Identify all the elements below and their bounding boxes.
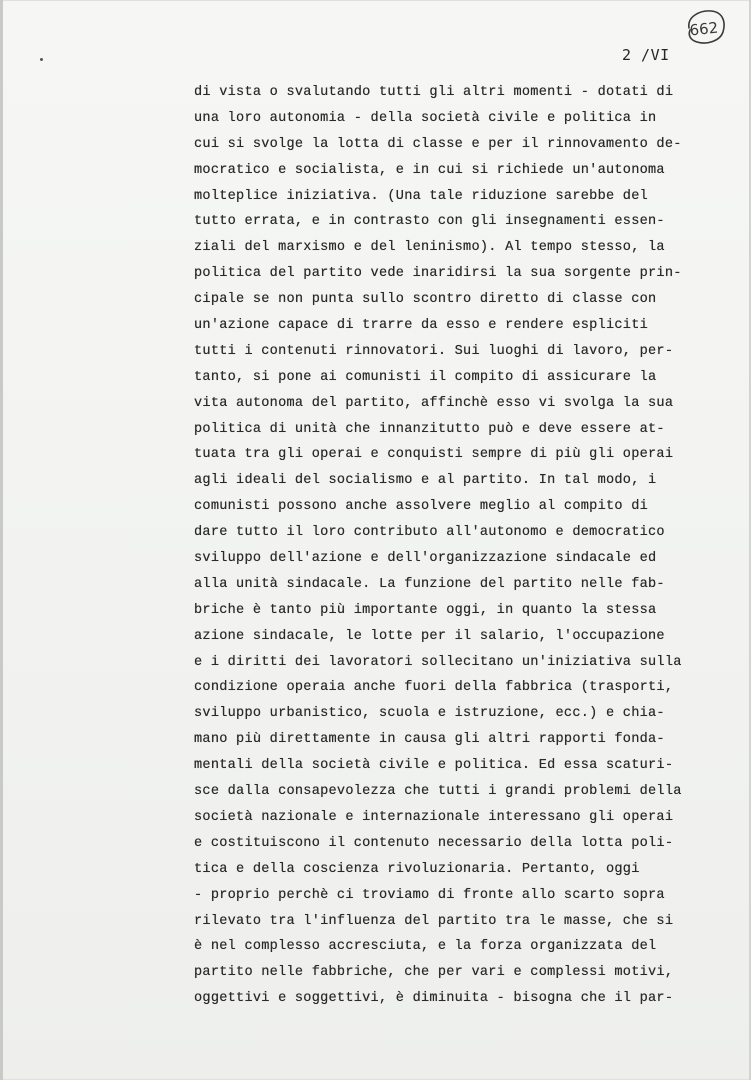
text-line: politica di unità che innanzitutto può e deve essere at-: [194, 421, 665, 437]
text-line: dare tutto il loro contributo all'autonomo e democratico: [194, 525, 665, 541]
text-line: comunisti possono anche assolvere meglio al compito di: [194, 499, 649, 515]
text-line: cipale se non punta sullo scontro diretto di classe con: [194, 292, 657, 308]
text-line: mano più direttamente in causa gli altri rapporti fonda-: [194, 732, 665, 748]
text-line: vita autonoma del partito, affinchè esso vi svolga la sua: [194, 395, 674, 411]
text-line: è nel complesso accresciuta, e la forza organizzata del: [194, 939, 657, 955]
text-line: azione sindacale, le lotte per il salario, l'occupazione: [194, 628, 665, 644]
archive-stamp-number: 662: [688, 18, 720, 40]
text-line: tica e della coscienza rivoluzionaria. Pertanto, oggi: [194, 861, 640, 877]
text-line: sviluppo dell'azione e dell'organizzazione sindacale ed: [194, 551, 657, 567]
scan-speck: [40, 58, 43, 61]
text-line: condizione operaia anche fuori della fabbrica (trasporti,: [194, 680, 674, 696]
text-line: - proprio perchè ci troviamo di fronte allo scarto sopra: [194, 887, 665, 903]
text-line: politica del partito vede inaridirsi la sua sorgente prin-: [194, 266, 682, 282]
text-line: mocratico e socialista, e in cui si richiede un'autonoma: [194, 162, 665, 178]
text-line: un'azione capace di trarre da esso e rendere espliciti: [194, 318, 649, 334]
text-line: agli ideali del socialismo e al partito. In tal modo, i: [194, 473, 657, 489]
text-line: sviluppo urbanistico, scuola e istruzione, ecc.) e chia-: [194, 706, 665, 722]
text-line: alla unità sindacale. La funzione del partito nelle fab-: [194, 576, 665, 592]
text-line: tutto errata, e in contrasto con gli insegnamenti essen-: [194, 214, 665, 230]
text-line: cui si svolge la lotta di classe e per il rinnovamento de-: [194, 136, 682, 152]
text-line: una loro autonomia - della società civile e politica in: [194, 110, 657, 126]
text-line: rilevato tra l'influenza del partito tra le masse, che si: [194, 913, 674, 929]
text-line: tutti i contenuti rinnovatori. Sui luoghi di lavoro, per-: [194, 343, 674, 359]
body-text: [194, 80, 724, 1012]
text-line: oggettivi e soggettivi, è diminuita - bisogna che il par-: [194, 991, 674, 1007]
text-line: mentali della società civile e politica. Ed essa scaturi-: [194, 758, 674, 774]
text-line: sce dalla consapevolezza che tutti i grandi problemi della: [194, 784, 682, 800]
text-line: di vista o svalutando tutti gli altri momenti - dotati di: [194, 85, 674, 100]
text-line: briche è tanto più importante oggi, in quanto la stessa: [194, 602, 657, 618]
page-number: 2 /VI: [622, 46, 670, 64]
text-line: e costituiscono il contenuto necessario della lotta poli-: [194, 835, 674, 851]
text-line: tuata tra gli operai e conquisti sempre di più gli operai: [194, 447, 674, 463]
text-line: partito nelle fabbriche, che per vari e complessi motivi,: [194, 965, 674, 981]
text-line: e i diritti dei lavoratori sollecitano un'iniziativa sulla: [194, 654, 682, 670]
text-line: tanto, si pone ai comunisti il compito di assicurare la: [194, 369, 657, 385]
scan-edge-left: [0, 0, 3, 1080]
text-line: società nazionale e internazionale interessano gli operai: [194, 809, 674, 825]
text-line: ziali del marxismo e del leninismo). Al tempo stesso, la: [194, 240, 665, 256]
archive-stamp-icon: [683, 8, 727, 46]
text-line: molteplice iniziativa. (Una tale riduzione sarebbe del: [194, 188, 649, 204]
